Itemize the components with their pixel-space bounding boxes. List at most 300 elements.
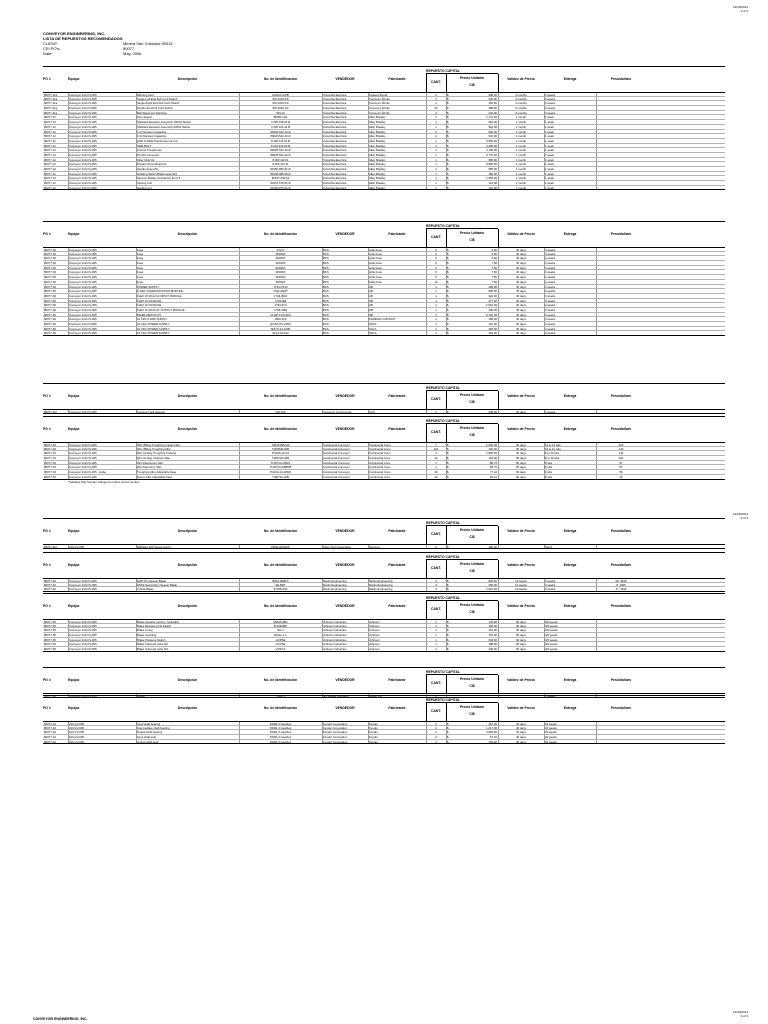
cell: Continental Conveyor bbox=[323, 474, 350, 479]
row-divider bbox=[596, 106, 597, 110]
row-divider bbox=[498, 451, 499, 455]
row-divider bbox=[498, 583, 499, 587]
row-divider bbox=[498, 176, 499, 180]
row-divider bbox=[426, 587, 427, 591]
row-divider bbox=[136, 148, 137, 152]
cell: 20in 35Deg Troughing Impact Idler bbox=[137, 443, 180, 447]
cell: 3 months bbox=[515, 106, 527, 111]
currency-sign: $ bbox=[447, 261, 449, 266]
row-divider bbox=[239, 633, 240, 637]
price-value: 6,895.00 bbox=[486, 162, 497, 167]
cell: TI4RT10-20B bbox=[272, 474, 289, 479]
row-divider bbox=[544, 451, 545, 455]
row-divider bbox=[68, 115, 69, 119]
row-divider bbox=[322, 256, 323, 260]
row-divider bbox=[239, 275, 240, 279]
header-divider bbox=[426, 675, 427, 693]
cell: 110 bbox=[433, 446, 439, 451]
currency-sign: $ bbox=[447, 134, 449, 139]
cell: BCS bbox=[323, 251, 329, 256]
col-header-cant: CANT. bbox=[431, 430, 441, 434]
currency-sign: $ bbox=[447, 307, 449, 312]
price-value: 632.00 bbox=[488, 129, 497, 134]
row-divider bbox=[446, 97, 447, 101]
cell: 30 days bbox=[516, 303, 526, 308]
row-divider bbox=[446, 280, 447, 284]
section-columbia-electrica bbox=[43, 66, 725, 190]
cell: Conveyor 210-CV-005 bbox=[69, 270, 97, 275]
row-divider bbox=[544, 647, 545, 651]
cell: 1 week bbox=[545, 162, 554, 167]
cell: AB bbox=[369, 293, 373, 298]
cell: 1 month bbox=[515, 167, 527, 171]
cell: Output shaft bearing bbox=[137, 730, 163, 735]
row-divider bbox=[446, 624, 447, 628]
currency-sign: $ bbox=[447, 157, 449, 162]
cell: 80077-05 bbox=[44, 642, 56, 647]
header-divider bbox=[498, 74, 499, 92]
row-divider bbox=[322, 579, 323, 582]
row-divider bbox=[498, 93, 499, 96]
row-divider bbox=[544, 447, 545, 451]
row-divider bbox=[136, 579, 137, 582]
cell: 80077-12 bbox=[44, 167, 56, 171]
row-divider bbox=[322, 270, 323, 274]
cell: 2 bbox=[435, 134, 437, 139]
header-divider bbox=[426, 560, 427, 578]
row-divider bbox=[446, 642, 447, 646]
cell: 80026-522-10-R bbox=[270, 129, 291, 134]
row-divider bbox=[544, 642, 545, 646]
row-divider bbox=[68, 289, 69, 293]
cell bbox=[447, 740, 497, 744]
row-divider bbox=[498, 322, 499, 326]
row-divider bbox=[498, 735, 499, 739]
cell: 56 bbox=[619, 470, 623, 475]
col-header-repuesto-capital: REPUESTO CAPITAL bbox=[426, 596, 498, 601]
row-divider bbox=[239, 322, 240, 326]
col-header-vendedor: VENDEDOR bbox=[335, 563, 355, 567]
header-divider bbox=[426, 601, 427, 619]
cell: AB bbox=[369, 284, 373, 289]
cell: Conveyor 210-CV-005 bbox=[69, 633, 97, 638]
cell: Input shaft bearing bbox=[137, 722, 161, 726]
col-header-repuesto-capital: REPUESTO CAPITAL bbox=[426, 670, 498, 675]
row-divider bbox=[239, 130, 240, 134]
row-divider bbox=[368, 443, 369, 446]
cell: Columbia Electrica bbox=[323, 106, 347, 111]
row-divider bbox=[322, 740, 323, 744]
row-divider bbox=[446, 317, 447, 321]
cell: 80077-12 bbox=[44, 157, 56, 162]
row-divider bbox=[68, 97, 69, 101]
col-header-entrega: Entrega bbox=[563, 706, 577, 710]
row-divider bbox=[544, 322, 545, 326]
row-divider bbox=[68, 735, 69, 739]
cell: 4 weeks bbox=[545, 251, 556, 256]
row-divider bbox=[322, 735, 323, 739]
row-divider bbox=[426, 475, 427, 479]
row-divider bbox=[136, 130, 137, 134]
col-header-fabricante: Fabricante bbox=[388, 678, 406, 682]
row-divider bbox=[498, 106, 499, 110]
cell: 1 month bbox=[515, 124, 527, 129]
section-joy-guillot bbox=[43, 667, 725, 698]
col-header-equipo: Equipo bbox=[68, 604, 80, 608]
row-divider bbox=[136, 308, 137, 312]
row-divider bbox=[596, 111, 597, 115]
cell: Fender Corporation bbox=[323, 739, 348, 744]
cell: 1 month bbox=[515, 152, 527, 157]
cell: 4 weeks bbox=[545, 322, 556, 326]
cell: 30 days bbox=[516, 261, 526, 266]
row-divider bbox=[446, 722, 447, 725]
row-divider bbox=[446, 162, 447, 166]
cell: SOLA bbox=[369, 326, 377, 331]
col-header-po: PO # bbox=[43, 394, 51, 398]
header-divider bbox=[498, 229, 499, 247]
row-divider bbox=[68, 587, 69, 591]
cell: Brake Lining bbox=[137, 628, 153, 633]
row-divider bbox=[322, 148, 323, 152]
cell: 80077-12 bbox=[44, 120, 56, 125]
cell: BCS bbox=[323, 312, 329, 317]
row-divider bbox=[322, 587, 323, 591]
cell: Conveyor Works bbox=[369, 101, 390, 106]
cell: 80026-522-10-R bbox=[270, 148, 291, 153]
currency-sign: $ bbox=[447, 326, 449, 331]
cell: BSM-180B-5 bbox=[272, 579, 289, 583]
cell: 4 weeks bbox=[545, 312, 556, 317]
row-divider bbox=[498, 252, 499, 256]
field-po: CEI PO's: 80077 bbox=[43, 46, 135, 51]
cell: Fender bbox=[369, 722, 378, 726]
cell: 210-CV-005 bbox=[69, 739, 84, 744]
row-divider bbox=[426, 162, 427, 166]
row-divider bbox=[239, 176, 240, 180]
cell: Allen Bradley bbox=[369, 120, 386, 125]
cell: EQP Pre-cleaner Blade bbox=[137, 579, 167, 583]
col-header-validez: Validez de Precio bbox=[507, 604, 535, 608]
cell: Conveyor Components bbox=[323, 410, 352, 414]
row-divider bbox=[136, 97, 137, 101]
cell: 80077-03 bbox=[44, 451, 56, 456]
cell: 3 months bbox=[515, 110, 527, 115]
row-divider bbox=[498, 167, 499, 171]
price-value: 152.00 bbox=[488, 633, 497, 638]
row-divider bbox=[596, 545, 597, 548]
cell: 2 bbox=[435, 129, 437, 134]
cell: Conveyor 210-CV-005 bbox=[69, 265, 97, 270]
cell: 47 .4466 bbox=[615, 587, 627, 592]
row-divider bbox=[596, 465, 597, 469]
row-divider bbox=[596, 726, 597, 730]
price-value: 161.00 bbox=[488, 322, 497, 326]
currency-sign: $ bbox=[447, 470, 449, 475]
cell: SRM BOLT bbox=[137, 143, 152, 148]
header-top-rule bbox=[43, 416, 725, 417]
row-divider bbox=[544, 280, 545, 284]
page-stamp-2 bbox=[733, 512, 748, 520]
row-divider bbox=[322, 120, 323, 124]
cell: 80077-12 bbox=[44, 124, 56, 129]
row-divider bbox=[322, 447, 323, 451]
row-divider bbox=[322, 583, 323, 587]
cell: 80077-02 bbox=[44, 587, 56, 592]
cell: 80077-12 bbox=[44, 171, 56, 176]
currency-sign: $ bbox=[447, 171, 449, 176]
cell: SOLA bbox=[369, 322, 377, 326]
row-divider bbox=[368, 647, 369, 651]
document-header bbox=[43, 31, 173, 56]
cell: 1 bbox=[435, 322, 437, 326]
cell: Johnson bbox=[369, 642, 380, 647]
cell: Brake Actuator (spring / hydraulic) bbox=[137, 620, 180, 624]
cell: Conveyor Works bbox=[369, 96, 390, 101]
row-divider bbox=[596, 280, 597, 284]
row-divider bbox=[544, 465, 545, 469]
currency-sign: $ bbox=[447, 474, 449, 479]
cell: 90 days bbox=[516, 642, 526, 647]
cell: Conveyor 210-CV-005 bbox=[69, 307, 97, 312]
currency-sign: $ bbox=[447, 162, 449, 167]
cell: 1 week bbox=[545, 171, 554, 176]
cell: BCS bbox=[323, 293, 329, 298]
cell: 90 days bbox=[516, 633, 526, 638]
cell: 4 weeks bbox=[545, 331, 556, 336]
row-divider bbox=[544, 443, 545, 446]
row-divider bbox=[239, 139, 240, 143]
row-divider bbox=[68, 299, 69, 303]
header-top-rule bbox=[43, 221, 725, 222]
cell: 80077-04 bbox=[44, 739, 56, 744]
price-value: 88.76 bbox=[490, 460, 497, 465]
cell: Fiber Optic kit bbox=[137, 157, 155, 162]
cell: 8 wks bbox=[545, 465, 553, 470]
cell: Conveyor 210-CV-005 bbox=[69, 579, 97, 583]
row-divider bbox=[239, 153, 240, 157]
header-divider bbox=[426, 703, 427, 721]
row-divider bbox=[596, 125, 597, 129]
cell: 80026-522-10-R bbox=[270, 152, 291, 157]
row-divider bbox=[68, 624, 69, 628]
cell: Allen Bradley bbox=[369, 185, 386, 190]
col-header-vendedor: VENDEDOR bbox=[335, 394, 355, 398]
col-header-entrega: Entrega bbox=[563, 77, 577, 81]
row-divider bbox=[136, 628, 137, 632]
row-divider bbox=[596, 256, 597, 260]
row-divider bbox=[446, 451, 447, 455]
row-divider bbox=[596, 628, 597, 632]
cell: 1 week bbox=[545, 167, 554, 171]
cell: 80077-11a bbox=[44, 93, 58, 97]
cell: 1 week bbox=[545, 115, 554, 120]
cell: Fender Corporation bbox=[323, 722, 348, 726]
cell: 4 weeks bbox=[545, 279, 556, 284]
cell: Conveyor 210-CV-005 bbox=[69, 456, 97, 461]
col-header-cant: CANT. bbox=[431, 566, 441, 570]
cell: 8 001 400 00 B bbox=[271, 143, 290, 148]
price-value: 6,565.00 bbox=[486, 138, 497, 143]
row-divider bbox=[596, 93, 597, 96]
cell: 20in Flat Carry Idler bbox=[137, 465, 162, 470]
currency-sign: $ bbox=[447, 451, 449, 456]
cell: Conveyor belt detector bbox=[137, 410, 166, 414]
row-divider bbox=[544, 256, 545, 260]
row-divider bbox=[136, 101, 137, 105]
row-divider bbox=[544, 587, 545, 591]
cell: 4 bbox=[435, 451, 437, 456]
cell: 80077-12 bbox=[44, 185, 56, 190]
row-divider bbox=[322, 465, 323, 469]
row-divider bbox=[498, 270, 499, 274]
currency-sign: $ bbox=[447, 251, 449, 256]
col-header-cant: CANT. bbox=[431, 607, 441, 611]
cell: 3 weeks bbox=[545, 582, 556, 587]
row-divider bbox=[239, 97, 240, 101]
row-divider bbox=[239, 252, 240, 256]
cell: Little Fuse bbox=[369, 256, 382, 261]
cell: 30 days bbox=[516, 331, 526, 336]
col-header-po: PO # bbox=[43, 427, 51, 431]
row-divider bbox=[426, 470, 427, 474]
row-divider bbox=[322, 186, 323, 190]
cell: 210-CV-005 bbox=[69, 545, 84, 549]
cell: Single Right End Pull Cord Switch bbox=[137, 101, 180, 106]
col-header-vendedor: VENDEDOR bbox=[335, 77, 355, 81]
row-divider bbox=[446, 266, 447, 270]
row-divider bbox=[446, 465, 447, 469]
cell: Conveyor 210-CV-005 bbox=[69, 628, 97, 633]
row-divider bbox=[426, 120, 427, 124]
row-divider bbox=[368, 327, 369, 331]
currency-sign: $ bbox=[447, 167, 449, 171]
row-divider bbox=[239, 443, 240, 446]
row-divider bbox=[596, 447, 597, 451]
cell: Martin Engineering bbox=[369, 587, 393, 592]
row-divider bbox=[239, 647, 240, 651]
cell: 80077-12 bbox=[44, 162, 56, 167]
cell: Allen Bradley bbox=[369, 176, 386, 181]
row-divider bbox=[68, 285, 69, 289]
row-divider bbox=[446, 158, 447, 162]
row-divider bbox=[239, 313, 240, 317]
cell: 80077-03 bbox=[44, 460, 56, 465]
cell: 1794-IB16 bbox=[274, 293, 287, 298]
cell: 1 week bbox=[545, 120, 554, 125]
cell: Fender Corporation bbox=[323, 735, 348, 740]
cell: Conveyor 210-CV-005 bbox=[69, 642, 97, 647]
col-header-entrega: Entrega bbox=[563, 427, 577, 431]
row-divider bbox=[239, 280, 240, 284]
row-divider bbox=[322, 443, 323, 446]
row-divider bbox=[239, 148, 240, 152]
cell: AB bbox=[369, 307, 373, 312]
row-divider bbox=[68, 740, 69, 744]
cell: Columbia Electrica bbox=[323, 129, 347, 134]
row-divider bbox=[426, 285, 427, 289]
row-divider bbox=[544, 289, 545, 293]
row-divider bbox=[498, 317, 499, 321]
cell: 30 days bbox=[516, 248, 526, 252]
row-divider bbox=[446, 327, 447, 331]
row-divider bbox=[446, 638, 447, 642]
cell: Brake Release Limit Switch bbox=[137, 623, 172, 628]
row-divider bbox=[596, 176, 597, 180]
cell: 80077-02 bbox=[44, 582, 56, 587]
cell: 1794-IF4I bbox=[274, 303, 287, 308]
col-header-peso: Peso/dollars bbox=[610, 678, 632, 682]
header-divider bbox=[498, 675, 499, 693]
row-divider bbox=[544, 130, 545, 134]
cell: KSSR-3 Gearbox bbox=[269, 725, 292, 730]
cell: Belt Alignment Switches bbox=[137, 110, 167, 115]
row-divider bbox=[498, 447, 499, 451]
row-divider bbox=[544, 294, 545, 298]
row-divider bbox=[239, 331, 240, 335]
row-divider bbox=[498, 545, 499, 548]
cell: 80077-12 bbox=[44, 152, 56, 157]
row-divider bbox=[368, 583, 369, 587]
cell: 80077-09 bbox=[44, 298, 56, 303]
row-divider bbox=[426, 167, 427, 171]
row-divider bbox=[368, 270, 369, 274]
row-divider bbox=[426, 111, 427, 115]
table-body bbox=[43, 721, 725, 744]
cell: PHOENIX CONTACT bbox=[369, 317, 396, 322]
header-divider bbox=[498, 560, 499, 578]
row-divider bbox=[68, 461, 69, 465]
cell: TI4ST10-20SIN bbox=[270, 460, 291, 465]
row-divider bbox=[596, 443, 597, 446]
row-divider bbox=[426, 256, 427, 260]
cell: 5 bbox=[435, 270, 437, 275]
cell bbox=[447, 331, 497, 335]
cell: 80077-12 bbox=[44, 134, 56, 139]
header-divider bbox=[426, 391, 427, 409]
row-divider bbox=[322, 620, 323, 623]
cell: Double End Pull Cord Switch bbox=[137, 106, 173, 111]
cell: 10 to 12 wks bbox=[545, 446, 561, 451]
row-divider bbox=[426, 730, 427, 734]
price-value: 1,216.00 bbox=[486, 587, 497, 592]
row-divider bbox=[498, 266, 499, 270]
cell: 5 bbox=[435, 256, 437, 261]
col-header-entrega: Entrega bbox=[563, 604, 577, 608]
row-divider bbox=[426, 115, 427, 119]
cell: 2 bbox=[435, 722, 437, 726]
row-divider bbox=[68, 730, 69, 734]
row-divider bbox=[136, 740, 137, 744]
row-divider bbox=[68, 134, 69, 138]
col-header-equipo: Equipo bbox=[68, 678, 80, 682]
stamp-date: 12/30/2014 bbox=[732, 5, 748, 9]
cell: 2711P-T10C4D1 bbox=[270, 312, 291, 317]
row-divider bbox=[544, 456, 545, 460]
cell: Brake Solenoid valve NO bbox=[137, 647, 169, 652]
cell: Conveyor 210-CV-005 bbox=[69, 167, 97, 171]
col-header-po: PO # bbox=[43, 604, 51, 608]
row-divider bbox=[136, 139, 137, 143]
cell: 1 bbox=[435, 124, 437, 129]
cell: BCH1-1-1 bbox=[274, 633, 287, 638]
cell: Conveyor 210-CV-005 bbox=[69, 460, 97, 465]
cell: 24 weeks bbox=[545, 739, 557, 744]
cell: 1 bbox=[435, 303, 437, 308]
cell: 90 days bbox=[516, 628, 526, 633]
row-divider bbox=[322, 172, 323, 176]
header-divider bbox=[426, 526, 427, 544]
